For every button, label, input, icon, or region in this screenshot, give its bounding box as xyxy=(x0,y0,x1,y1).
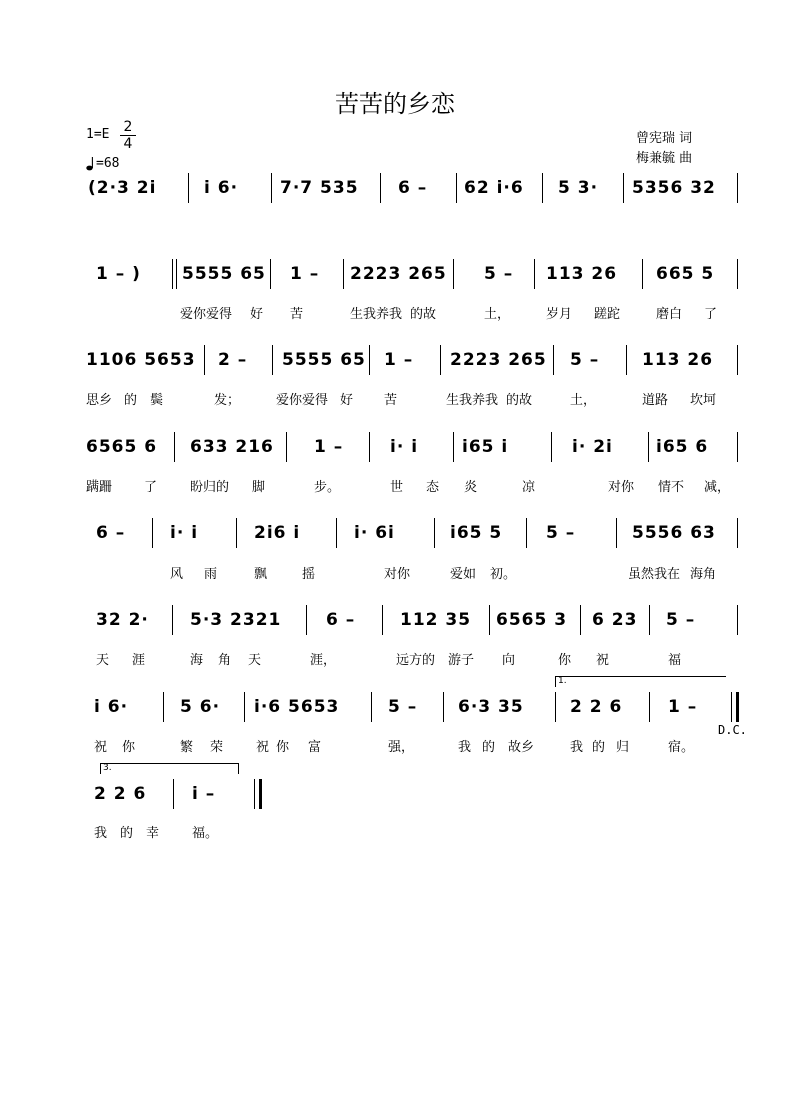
bar-line xyxy=(737,432,738,462)
time-signature-top: 2 xyxy=(120,119,136,136)
bar-line xyxy=(371,692,372,722)
bar-line xyxy=(580,605,581,635)
measure: 5 6· xyxy=(180,697,221,717)
final-bar-line xyxy=(259,779,262,809)
bar-line xyxy=(286,432,287,462)
lyric-syllable: 苦 xyxy=(384,393,398,408)
measure: 1 – xyxy=(668,697,698,717)
tempo-value: =68 xyxy=(96,156,120,171)
bar-line xyxy=(555,692,556,722)
lyric-syllable: 的故 xyxy=(410,307,437,322)
lyric-syllable: 虽然我在 xyxy=(628,567,681,582)
lyric-syllable: 好 xyxy=(250,307,264,322)
bar-line xyxy=(737,173,738,203)
bar-line xyxy=(173,779,174,809)
measure: 5556 63 xyxy=(632,523,716,543)
lyric-line xyxy=(86,476,740,494)
bar-line xyxy=(174,432,175,462)
bar-line xyxy=(336,518,337,548)
measure: i· i xyxy=(170,523,199,543)
lyric-syllable: 风 xyxy=(170,567,184,582)
lyric-syllable: 鬓 xyxy=(150,393,164,408)
lyric-syllable: 发； xyxy=(214,393,241,408)
bar-line xyxy=(453,259,454,289)
bar-line xyxy=(172,605,173,635)
bar-line xyxy=(453,432,454,462)
bar-line xyxy=(737,259,738,289)
lyric-syllable: 思乡 xyxy=(86,393,113,408)
lyric-syllable: 生我养我 xyxy=(350,307,403,322)
bar-line xyxy=(737,605,738,635)
bar-line xyxy=(553,345,554,375)
lyric-syllable: 的 xyxy=(120,826,134,841)
lyric-syllable: 归 xyxy=(616,740,630,755)
time-signature-bottom: 4 xyxy=(123,136,133,152)
bar-line xyxy=(152,518,153,548)
measure: i·6 5653 xyxy=(254,697,340,717)
lyric-syllable: 你 xyxy=(558,653,572,668)
bar-line xyxy=(163,692,164,722)
lyric-syllable: 步。 xyxy=(314,480,341,495)
bar-line xyxy=(626,345,627,375)
score-row xyxy=(86,343,740,377)
bar-line xyxy=(343,259,344,289)
score-row xyxy=(86,171,740,205)
bar-line xyxy=(380,173,381,203)
lyric-syllable: 游子 xyxy=(448,653,475,668)
lyric-syllable: 幸 xyxy=(146,826,160,841)
lyric-syllable: 对你 xyxy=(384,567,411,582)
lyric-line xyxy=(86,389,740,407)
measure: i65 5 xyxy=(450,523,503,543)
lyric-syllable: 爱如 xyxy=(450,567,477,582)
volta-bracket-first: 1. xyxy=(555,676,726,687)
lyric-syllable: 我 xyxy=(458,740,472,755)
bar-line xyxy=(616,518,617,548)
lyric-syllable: 了 xyxy=(704,307,718,322)
measure: 6 – xyxy=(398,178,428,198)
measure: 5 – xyxy=(666,610,696,630)
bar-line xyxy=(737,345,738,375)
song-title: 苦苦的乡恋 xyxy=(335,90,455,118)
quarter-note-icon xyxy=(86,157,94,171)
measure: 5 – xyxy=(546,523,576,543)
lyric-syllable: 故乡 xyxy=(508,740,535,755)
measure: 5·3 2321 xyxy=(190,610,282,630)
lyric-syllable: 减， xyxy=(704,480,731,495)
lyric-syllable: 远方的 xyxy=(396,653,436,668)
lyric-syllable: 雨 xyxy=(204,567,218,582)
measure: i· 6i xyxy=(354,523,395,543)
measure: 1 – xyxy=(314,437,344,457)
measure: i 6· xyxy=(94,697,129,717)
measure: 2 2 6 xyxy=(94,784,147,804)
lyric-syllable: 繁 xyxy=(180,740,194,755)
lyric-syllable: 情不 xyxy=(658,480,685,495)
bar-line xyxy=(434,518,435,548)
bar-line xyxy=(648,432,649,462)
bar-line xyxy=(551,432,552,462)
measure: 1 – xyxy=(290,264,320,284)
bar-line xyxy=(623,173,624,203)
lyric-syllable: 天 xyxy=(96,653,110,668)
tempo-marking xyxy=(86,156,119,171)
measure: 7·7 535 xyxy=(280,178,359,198)
measure: i65 6 xyxy=(656,437,709,457)
lyric-syllable: 苦 xyxy=(290,307,304,322)
lyric-syllable: 飘 xyxy=(254,567,268,582)
measure: 5 3· xyxy=(558,178,599,198)
measure: 5555 65 xyxy=(282,350,366,370)
bar-line xyxy=(254,779,255,809)
bar-line xyxy=(306,605,307,635)
lyric-syllable: 爱你爱得 xyxy=(180,307,233,322)
bar-line xyxy=(534,259,535,289)
lyricist-credit: 曾宪瑞 词 xyxy=(636,131,693,146)
lyric-syllable: 蹉跎 xyxy=(594,307,621,322)
measure: 6 23 xyxy=(592,610,638,630)
composer-credit: 梅兼毓 曲 xyxy=(636,151,693,166)
measure: 1 – xyxy=(384,350,414,370)
lyric-syllable: 海角 xyxy=(690,567,717,582)
lyric-syllable: 涯 xyxy=(132,653,146,668)
measure: i65 i xyxy=(462,437,509,457)
bar-line xyxy=(244,692,245,722)
lyric-syllable: 土， xyxy=(570,393,597,408)
score-row xyxy=(86,430,740,464)
score-row xyxy=(86,257,740,291)
measure: 5 – xyxy=(570,350,600,370)
bar-line xyxy=(369,432,370,462)
bar-line xyxy=(489,605,490,635)
lyric-syllable: 蹒跚 xyxy=(86,480,113,495)
lyric-syllable: 摇 xyxy=(302,567,316,582)
lyric-syllable: 福。 xyxy=(192,826,219,841)
measure: i· i xyxy=(390,437,419,457)
lyric-syllable: 向 xyxy=(502,653,516,668)
lyric-syllable: 的 xyxy=(124,393,138,408)
lyric-syllable: 的 xyxy=(592,740,606,755)
measure: (2·3 2i xyxy=(88,178,157,198)
measure: 6 – xyxy=(96,523,126,543)
volta-bracket-third: 3. xyxy=(100,763,239,774)
measure: 2223 265 xyxy=(450,350,547,370)
time-signature xyxy=(120,119,136,152)
measure: 2i6 i xyxy=(254,523,301,543)
measure: i· 2i xyxy=(572,437,613,457)
measure: 1 – ) xyxy=(96,264,141,284)
measure: 5 – xyxy=(388,697,418,717)
bar-line xyxy=(642,259,643,289)
lyric-line xyxy=(86,303,740,321)
lyric-syllable: 的 xyxy=(482,740,496,755)
bar-line xyxy=(526,518,527,548)
measure: 5 – xyxy=(484,264,514,284)
measure: i – xyxy=(192,784,216,804)
lyric-syllable: 的故 xyxy=(506,393,533,408)
bar-line xyxy=(731,692,732,722)
measure: 2223 265 xyxy=(350,264,447,284)
lyric-syllable: 坎坷 xyxy=(690,393,717,408)
measure: 2 2 6 xyxy=(570,697,623,717)
lyric-line xyxy=(86,563,740,581)
bar-line xyxy=(270,259,271,289)
bar-line xyxy=(737,518,738,548)
bar-line xyxy=(272,345,273,375)
bar-line xyxy=(236,518,237,548)
lyric-syllable: 凉 xyxy=(522,480,536,495)
score-row xyxy=(86,777,740,811)
bar-line xyxy=(382,605,383,635)
lyric-syllable: 道路 xyxy=(642,393,669,408)
measure: 32 2· xyxy=(96,610,149,630)
lyric-syllable: 盼归的 xyxy=(190,480,230,495)
measure: i 6· xyxy=(204,178,239,198)
lyric-syllable: 荣 xyxy=(210,740,224,755)
lyric-syllable: 了 xyxy=(144,480,158,495)
measure: 112 35 xyxy=(400,610,472,630)
lyric-syllable: 对你 xyxy=(608,480,635,495)
bar-line xyxy=(176,259,177,289)
measure: 5555 65 xyxy=(182,264,266,284)
lyric-line xyxy=(86,649,740,667)
lyric-syllable: 生我养我 xyxy=(446,393,499,408)
dc-marking: D.C. xyxy=(718,723,747,737)
lyric-line xyxy=(86,736,740,754)
measure: 113 26 xyxy=(642,350,714,370)
lyric-syllable: 强， xyxy=(388,740,415,755)
lyric-syllable: 土， xyxy=(484,307,511,322)
lyric-syllable: 初。 xyxy=(490,567,517,582)
bar-line xyxy=(456,173,457,203)
measure: 5356 32 xyxy=(632,178,716,198)
lyric-syllable: 角 xyxy=(218,653,232,668)
lyric-syllable: 脚 xyxy=(252,480,266,495)
bar-line xyxy=(440,345,441,375)
lyric-line xyxy=(86,822,740,840)
lyric-syllable: 富 xyxy=(308,740,322,755)
lyric-syllable: 祝 xyxy=(256,740,270,755)
score-row xyxy=(86,690,740,724)
bar-line xyxy=(649,605,650,635)
bar-line xyxy=(271,173,272,203)
lyric-syllable: 态 xyxy=(426,480,440,495)
lyric-syllable: 炎 xyxy=(464,480,478,495)
score-row xyxy=(86,516,740,550)
bar-line xyxy=(172,259,173,289)
lyric-syllable: 福 xyxy=(668,653,682,668)
lyric-syllable: 海 xyxy=(190,653,204,668)
measure: 665 5 xyxy=(656,264,715,284)
lyric-syllable: 涯， xyxy=(310,653,337,668)
lyric-syllable: 天 xyxy=(248,653,262,668)
lyric-syllable: 岁月 xyxy=(546,307,573,322)
measure: 633 216 xyxy=(190,437,274,457)
lyric-syllable: 我 xyxy=(94,826,108,841)
lyric-syllable: 祝 xyxy=(94,740,108,755)
lyric-syllable: 你 xyxy=(122,740,136,755)
lyric-syllable: 宿。 xyxy=(668,740,695,755)
bar-line xyxy=(649,692,650,722)
measure: 6 – xyxy=(326,610,356,630)
lyric-syllable: 你 xyxy=(276,740,290,755)
lyric-syllable: 祝 xyxy=(596,653,610,668)
lyric-syllable: 世 xyxy=(390,480,404,495)
bar-line xyxy=(542,173,543,203)
lyric-syllable: 磨白 xyxy=(656,307,683,322)
bar-line xyxy=(369,345,370,375)
lyric-syllable: 我 xyxy=(570,740,584,755)
bar-line xyxy=(188,173,189,203)
lyric-syllable: 好 xyxy=(340,393,354,408)
key-signature: 1=E xyxy=(86,127,110,142)
measure: 1106 5653 xyxy=(86,350,196,370)
measure: 6565 3 xyxy=(496,610,568,630)
measure: 62 i·6 xyxy=(464,178,524,198)
final-bar-line xyxy=(736,692,739,722)
measure: 113 26 xyxy=(546,264,618,284)
measure: 6·3 35 xyxy=(458,697,524,717)
bar-line xyxy=(204,345,205,375)
measure: 2 – xyxy=(218,350,248,370)
bar-line xyxy=(443,692,444,722)
measure: 6565 6 xyxy=(86,437,158,457)
lyric-syllable: 爱你爱得 xyxy=(276,393,329,408)
score-row xyxy=(86,603,740,637)
